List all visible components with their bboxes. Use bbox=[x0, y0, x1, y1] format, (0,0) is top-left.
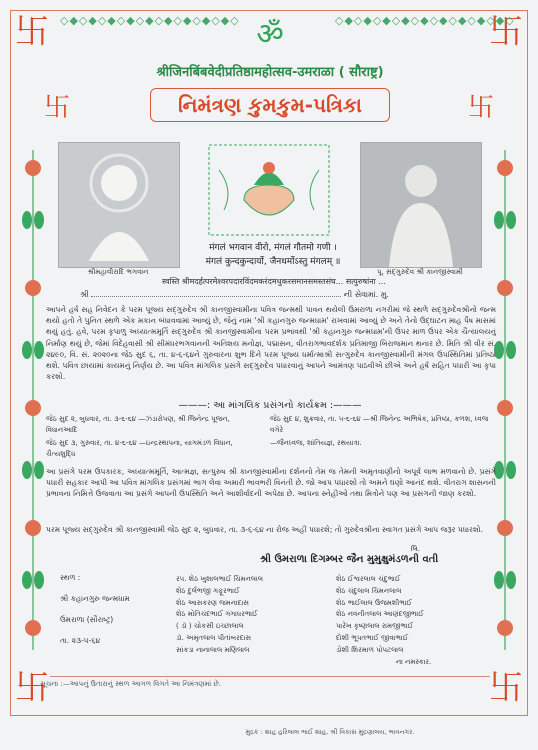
idol-image-icon bbox=[59, 143, 179, 267]
member-name: શેઠ ભાઈલાલ ઉજમશીભાઈ bbox=[336, 598, 412, 607]
program-item-3 bbox=[46, 438, 261, 460]
member-name: શેઠ દુર્લભજી ગફૂરભાઈ bbox=[176, 586, 240, 595]
swastika-icon: 卐 bbox=[43, 93, 70, 123]
mangal-line-1: मंगलं भगवान वीरो, मंगलं गौतमो गणी । bbox=[209, 243, 337, 253]
program-event: —જૈનધ્વજ, શાંતિયજ્ઞ, રથયાત્રા. bbox=[270, 439, 362, 447]
place-blank: મુ. bbox=[380, 290, 390, 299]
signer-block bbox=[260, 545, 520, 565]
program-item-1 bbox=[46, 414, 261, 436]
divider bbox=[50, 676, 490, 677]
members-column-1 bbox=[176, 574, 336, 657]
invitation-title: નિમંત્રણ કુમકુમ-પત્રિકા bbox=[150, 88, 390, 122]
program-heading: ———: આ માંગલિક પ્રસંગનો કાર્યક્રમ :——— bbox=[178, 400, 362, 411]
member-name: શેઠ ચંદુલાલ ચિમનલાલ bbox=[336, 586, 402, 595]
program-event: —ઝંડારોપણ, શ્રી જિનેન્દ્ર પૂજન, વિધાનઆદિ bbox=[46, 415, 230, 434]
member-name: પારેખ કૃષ્ણલાલ રામજીભાઈ bbox=[336, 622, 414, 631]
guru-portrait-icon bbox=[361, 143, 481, 267]
place-label: સ્થળ : bbox=[60, 573, 81, 582]
members-column-2 bbox=[336, 574, 486, 668]
member-name: સાંકડા નાનાલાલ મણિલાલ bbox=[176, 645, 250, 654]
program-event: —શ્રી જિનેન્દ્ર અભિષેક, પ્રતિષ્ઠા, કળશ, ધ્વજ વગેરે bbox=[270, 415, 489, 434]
event-title: श्रीजिनबिंबवेदीप्रतिष्ठामहोत्सव-उमराळा ( सौराष्ट्र) bbox=[156, 65, 384, 80]
member-name: દોશી ભૂપતભાઈ જીવાભાઈ bbox=[336, 633, 409, 642]
right-photo-caption: પૂ. સદ્ગુરુદેવ શ્રી કાનજીસ્વામી bbox=[377, 268, 463, 276]
closing-greeting: ના નમસ્કાર. bbox=[396, 657, 432, 666]
member-name: શેઠ ઈશ્વરલાલ ચંદુભાઈ bbox=[336, 575, 401, 583]
member-name: શેઠ નવનીતલાલ આણંદજીભાઈ bbox=[336, 610, 424, 619]
chain-decoration: ◇◆◇◆◇◆◇◆◇◆◇◆◇◆◇◆◇◆◇ bbox=[335, 14, 515, 27]
arrival-paragraph: પરમ પૂજ્ય સદ્ગુરુદેવ શ્રી કાનજીસ્વામી જેઠ સુદ ૨, બુધવાર, તા. ૩-૬-૬૪ ના રોજ અહીં પધારશે; તો ગુરુદેવશ્રીના સ્વાગત પ્રસંગે આપ જરૂર પધારશો. bbox=[46, 525, 483, 534]
program-event: —ઇન્દ્રસ્થાપના, યાગમંડળ વિધાન, ચૈત્યશુદ્ધિ bbox=[46, 439, 233, 458]
printer-credit: મુદ્રક : શાહ હરિલાલ ભાઈ શાહ, શ્રી વિકાસ મુદ્રણાલય, ભાવનગર. bbox=[245, 728, 415, 736]
swastika-icon: 卐 bbox=[467, 93, 494, 123]
closing-paragraph: આ પ્રસંગે પરમ ઉપકારક, અધ્યાત્મમૂર્તિ, આત્મજ્ઞ, સત્પુરુષ શ્રી કાનજીસ્વામીના દર્શનનો તેમ જ તેમની અમૃતવાણીનો અપૂર્વ લાભ મળવાનો છે. પ્રસંગે પધારી સહકાર આપી આ પવિત્ર માંગલિક પ્રસંગમાં ભાગ લેવા અમારી ભાવભરી વિનંતી છે. જો આપ પધારશો તો અમને ઘણો આનંદ થશે. વીતરાગ શાસનની પ્રભાવના નિમિત્તે ઉજવાતા આ પ્રસંગે આપની ઉપસ્થિતિ અને આશીર્વાદની અપેક્ષા છે. આપના સ્નેહીઓ તથા મિત્રોને પણ આ પ્રસંગની જાણ કરશો. bbox=[46, 467, 496, 499]
member-name: ર૫. શેઠ ખુશાલભાઈ ચિમનલાલ bbox=[176, 575, 264, 583]
program-date: જેઠ સુદ ૪, શુક્રવાર, તા. ૫-૬-૬૪ bbox=[270, 415, 361, 423]
body-paragraph: આપને હર્ષ સહ નિવેદન કે પરમ પૂજ્ય સદ્ગુરુદેવ શ્રી કાનજીસ્વામીના પવિત્ર જન્મથી પાવન થયેલી ઉમરાળા નગરીમાં જે સ્થળે સદ્ગુરુદેવશ્રીનો જન્મ થયો હતો તે પુનિત સ્થળે એક મકાન બંધાવવામાં આવ્યું છે, જેનું નામ 'શ્રી કહાનગુરુ જન્મધામ' રાખવામાં આવ્યું છે અને તેનો ઉદ્ઘાટન માહ પૈષ માસમાં થયું હતું. હવે, પરમ કૃપાળુ અધ્યાત્મમૂર્તિ સદ્ગુરુદેવ શ્રી કાનજીસ્વામીના પરમ પ્રભાવથી 'શ્રી કહાનગુરુ જન્મધામ'ની ઉપર માળ ઉપર એક ચૈત્યાલયનું નિર્માણ થયું છે, જેમાં વિદેહવાસી શ્રી સીમંધરભગવાનની અતિશય મનોજ્ઞ, પદ્માસન, વીતરાગભાવદર્શક પ્રતિમાજી બિરાજમાન થનાર છે. મિતિ શ્રી વીર સં. ૨૪૯૦, વિ. સં. ૨૦૨૦ના જેઠ સુદ ૬, તા. ૪-૬-૬૪ને ગુરુવારના શુભ દિને પરમ પૂજ્ય ધર્માત્માશ્રી સત્ગુરુદેવ કાનજીસ્વામીની મંગલ ઉપસ્થિતિમાં પ્રતિષ્ઠા થશે. પવિત્ર છાયામાં કાયમનું નિર્ણય છે. આ પવિત્ર માંગલિક પ્રસંગે સદ્ગુરુદેવ પધારવાનું આપને આમંત્રણ પાઠવીએ છીએ અને હર્ષ સહિત પધારી આ કૃપા કરશો. bbox=[46, 305, 496, 382]
place-block bbox=[60, 572, 160, 646]
member-name: ડોશી શિરમાળ પોપટલાલ bbox=[336, 645, 404, 654]
program-date: જેઠ સુદ ૨, બુધવાર, તા. ૩-૬-૬૪ bbox=[46, 415, 136, 423]
om-icon: ॐ bbox=[256, 17, 284, 52]
footer-note: સૂચના :—આપનું ઉતારાનું સ્થળ આગળ વિગતે આ નિમંત્રણમાં છે. bbox=[40, 680, 222, 688]
left-photo bbox=[58, 142, 180, 268]
program-item-4 bbox=[270, 438, 495, 449]
kalash-icon bbox=[204, 140, 334, 240]
sanskrit-shloka: स्वस्ति श्रीमदर्हत्परमेश्वरपदारविंदमकरंदमधुकरसमानसमस्तसंघ... सत्पुरुषांना ... bbox=[162, 277, 386, 286]
program-date: જેઠ સુદ ૩, ગુરુવાર, તા. ૪-૬-૬૪ bbox=[46, 439, 137, 447]
salutation-prefix: શ્રી bbox=[80, 290, 89, 299]
member-name: શેઠ આસકરણ જમનાદાસ bbox=[176, 598, 249, 607]
town-name: ઉમરાળા (સૌરાષ્ટ્ર) bbox=[60, 615, 114, 624]
right-side-motif-icon bbox=[488, 140, 522, 660]
place-name: શ્રી કહાનગુરુ જન્મધામ bbox=[60, 594, 130, 603]
right-photo bbox=[360, 142, 482, 268]
chain-decoration: ◇◆◇◆◇◆◇◆◇◆◇◆◇◆◇◆◇◆◇ bbox=[60, 14, 240, 27]
mangal-line-2: मंगलं कुन्दकुन्दार्यो, जैनधर्मोऽस्तु मंगलम् ॥ bbox=[205, 257, 341, 267]
swastika-icon: 卐 bbox=[489, 668, 523, 708]
salutation-suffix: ની સેવામાં. bbox=[343, 290, 379, 299]
program-item-2 bbox=[270, 414, 495, 436]
member-name: શેઠ મોતિચંદભાઈ ગંગાધરભાઈ bbox=[176, 610, 258, 619]
left-side-motif-icon bbox=[16, 140, 50, 660]
member-name: ( ડૉ ) ચોકસી ઇચ્છાલાલ bbox=[176, 622, 244, 631]
signer-name: શ્રી ઉમરાળા દિગમ્બર જૈન મુમુક્ષુમંડળની વતી bbox=[260, 554, 439, 565]
swastika-icon: 卐 bbox=[489, 12, 523, 52]
recipient-blank bbox=[91, 296, 341, 297]
signer-from: લિ. bbox=[410, 545, 420, 553]
left-photo-caption: શ્રીમહાવીરાદિ ભગવાન bbox=[87, 268, 149, 276]
letter-date: તા. ૨૩-૫-૬૪ bbox=[60, 636, 101, 645]
swastika-icon: 卐 bbox=[15, 668, 49, 708]
salutation-line bbox=[80, 290, 480, 300]
member-name: ડૉ. અમૃતલાલ પીતાંબરદાસ bbox=[176, 633, 252, 642]
swastika-icon: 卐 bbox=[15, 12, 49, 52]
